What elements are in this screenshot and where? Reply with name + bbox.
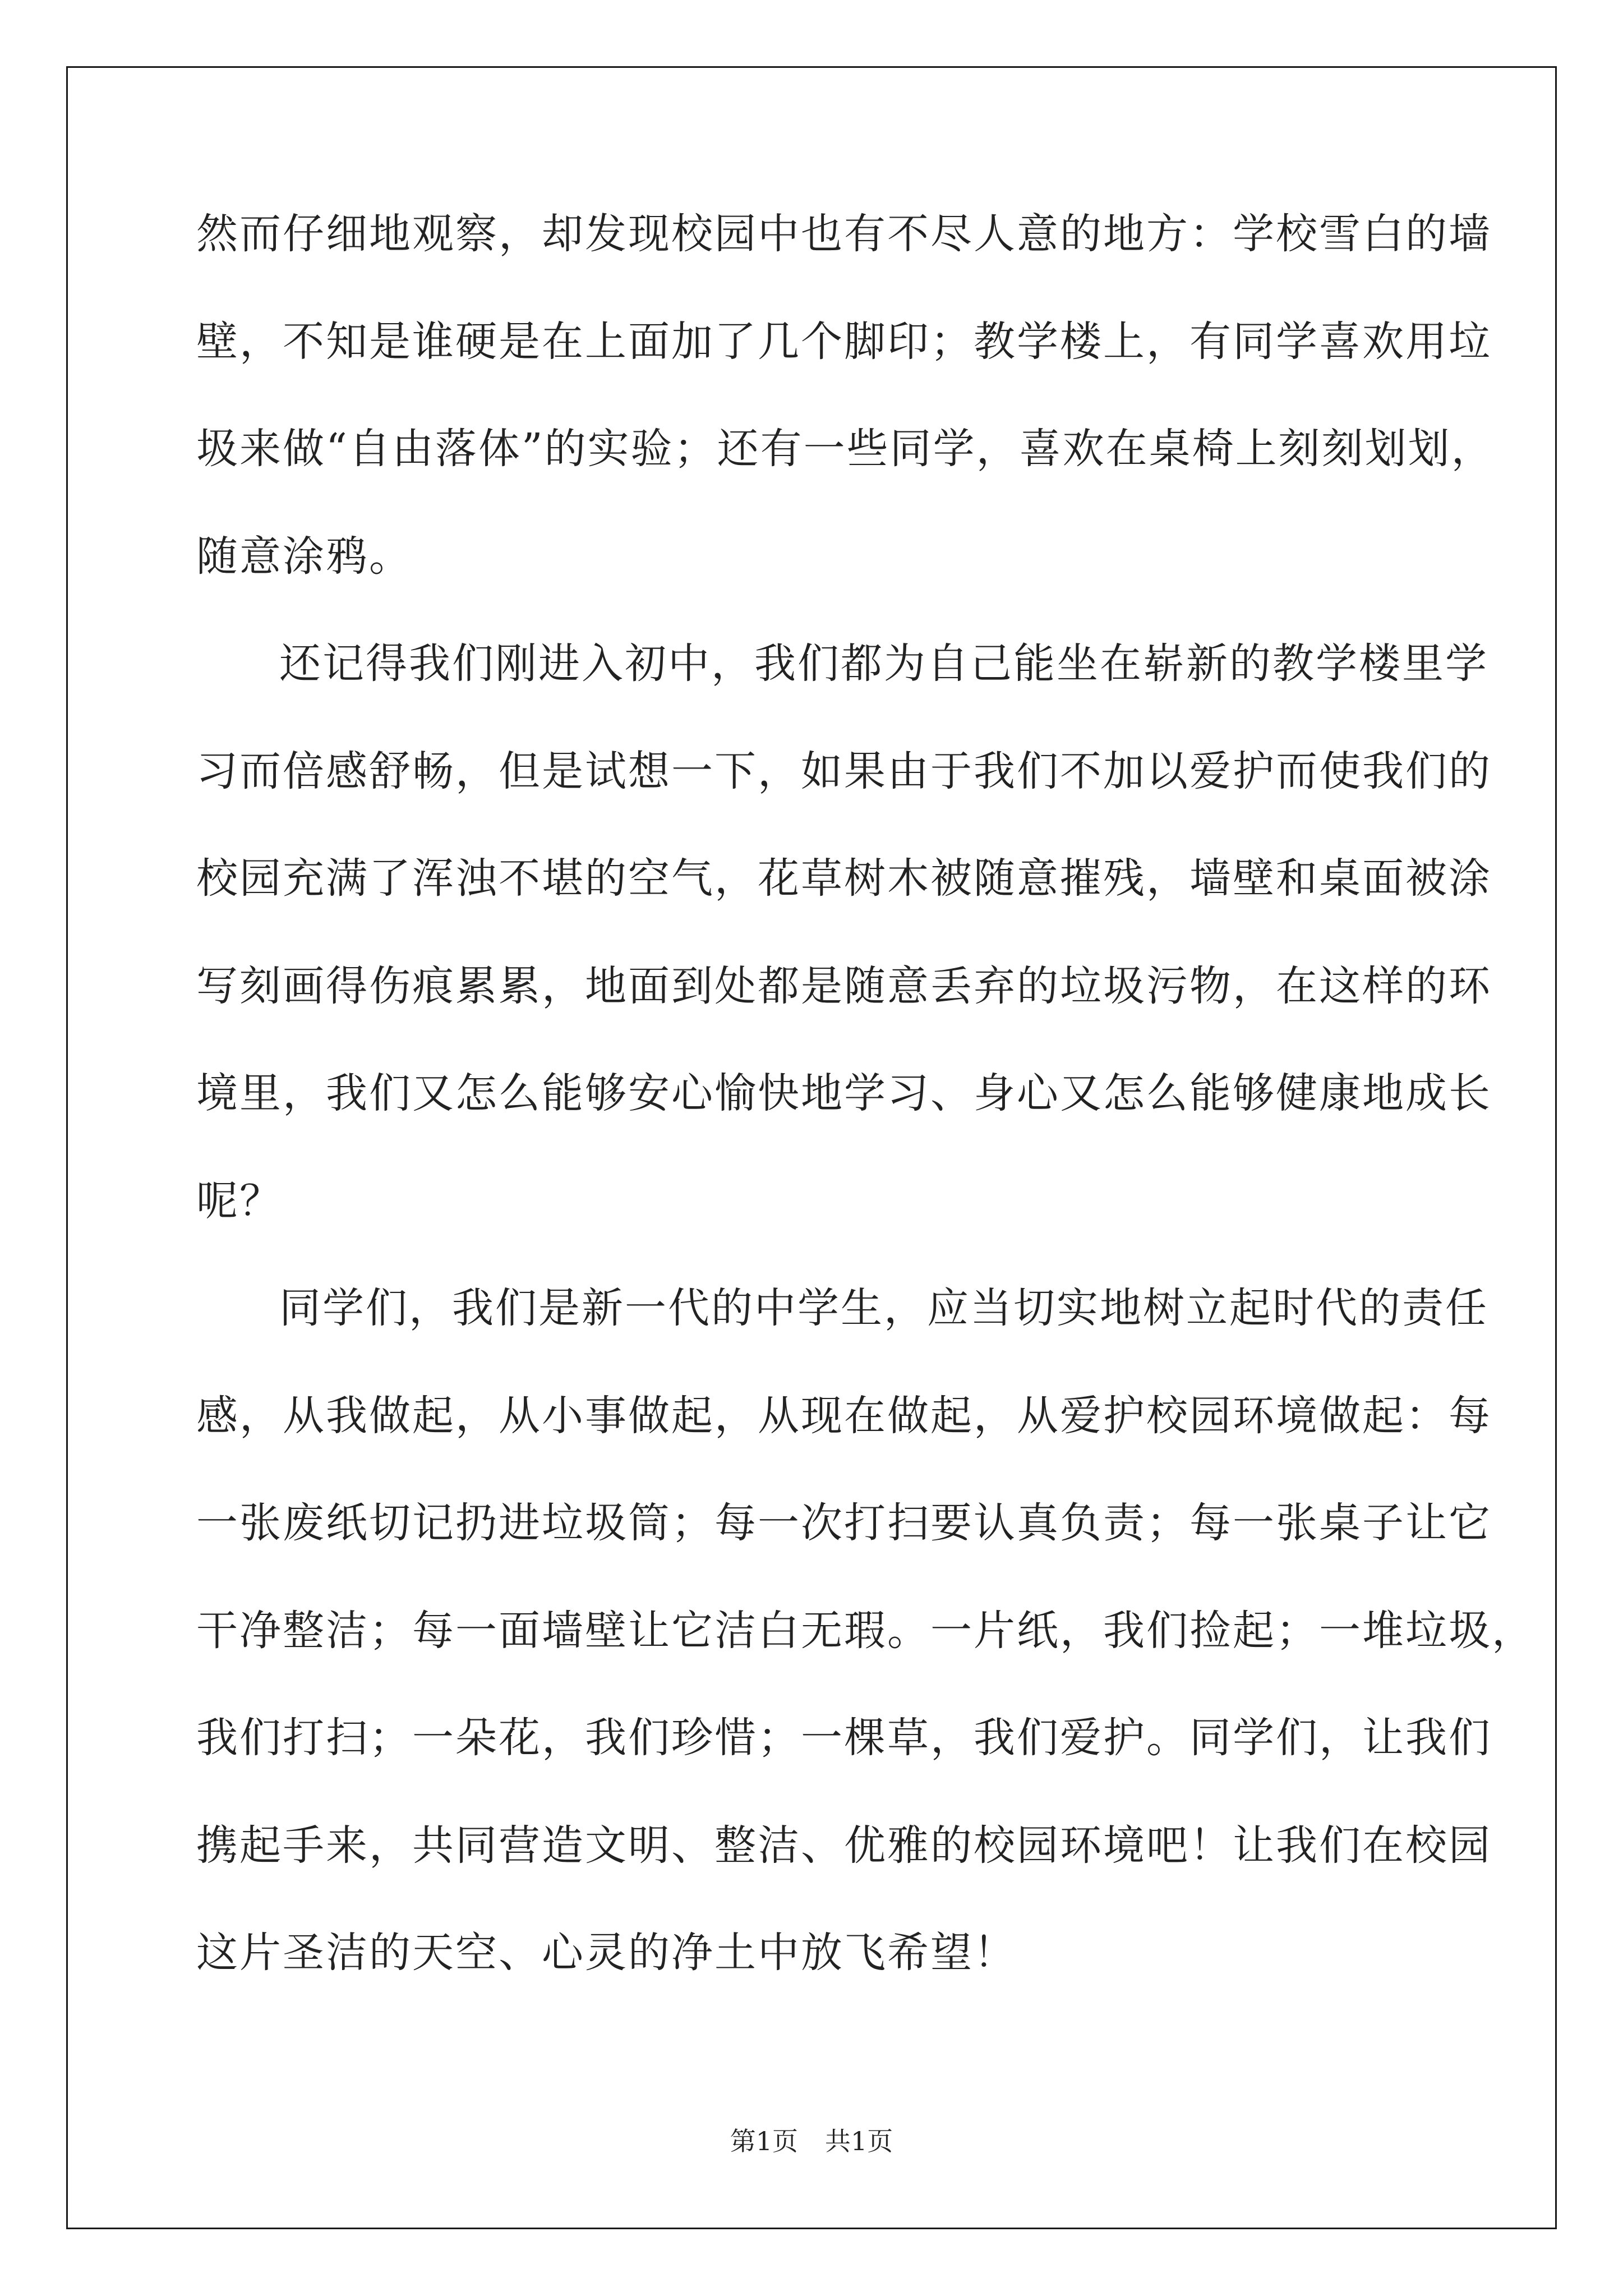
paragraph-line: 壁，不知是谁硬是在上面加了几个脚印；教学楼上，有同学喜欢用垃 xyxy=(196,317,1492,366)
paragraph-line: 感，从我做起，从小事做起，从现在做起，从爱护校园环境做起：每 xyxy=(196,1391,1492,1440)
paragraph-line: 同学们，我们是新一代的中学生，应当切实地树立起时代的责任 xyxy=(279,1284,1488,1332)
paragraph-line: 携起手来，共同营造文明、整洁、优雅的校园环境吧！让我们在校园 xyxy=(196,1821,1492,1870)
paragraph-line: 境里，我们又怎么能够安心愉快地学习、身心又怎么能够健康地成长 xyxy=(196,1069,1492,1117)
paragraph-line: 我们打扫；一朵花，我们珍惜；一棵草，我们爱护。同学们，让我们 xyxy=(196,1714,1492,1762)
paragraph-line: 习而倍感舒畅，但是试想一下，如果由于我们不加以爱护而使我们的 xyxy=(196,747,1492,795)
page-total: 共1页 xyxy=(825,2126,893,2156)
page-footer xyxy=(0,2127,1623,2155)
paragraph-line: 然而仔细地观察，却发现校园中也有不尽人意的地方：学校雪白的墙 xyxy=(196,210,1492,258)
paragraph-line: 干净整洁；每一面墙壁让它洁白无瑕。一片纸，我们捡起；一堆垃圾， xyxy=(196,1606,1535,1655)
paragraph-line: 还记得我们刚进入初中，我们都为自己能坐在崭新的教学楼里学 xyxy=(279,639,1488,688)
paragraph-line: 一张废纸切记扔进垃圾筒；每一次打扫要认真负责；每一张桌子让它 xyxy=(196,1499,1492,1547)
paragraph-line: 写刻画得伤痕累累，地面到处都是随意丢弃的垃圾污物，在这样的环 xyxy=(196,961,1492,1010)
paragraph-line: 校园充满了浑浊不堪的空气，花草树木被随意摧残，墙壁和桌面被涂 xyxy=(196,854,1492,903)
paragraph-line: 随意涂鸦。 xyxy=(196,532,412,581)
paragraph-line: 圾来做“自由落体”的实验；还有一些同学，喜欢在桌椅上刻刻划划， xyxy=(196,425,1495,473)
document-body xyxy=(196,210,1535,2040)
page-number: 第1页 xyxy=(730,2126,798,2156)
paragraph-line: 呢？ xyxy=(196,1176,283,1225)
paragraph-line: 这片圣洁的天空、心灵的净土中放飞希望！ xyxy=(196,1929,1017,1977)
